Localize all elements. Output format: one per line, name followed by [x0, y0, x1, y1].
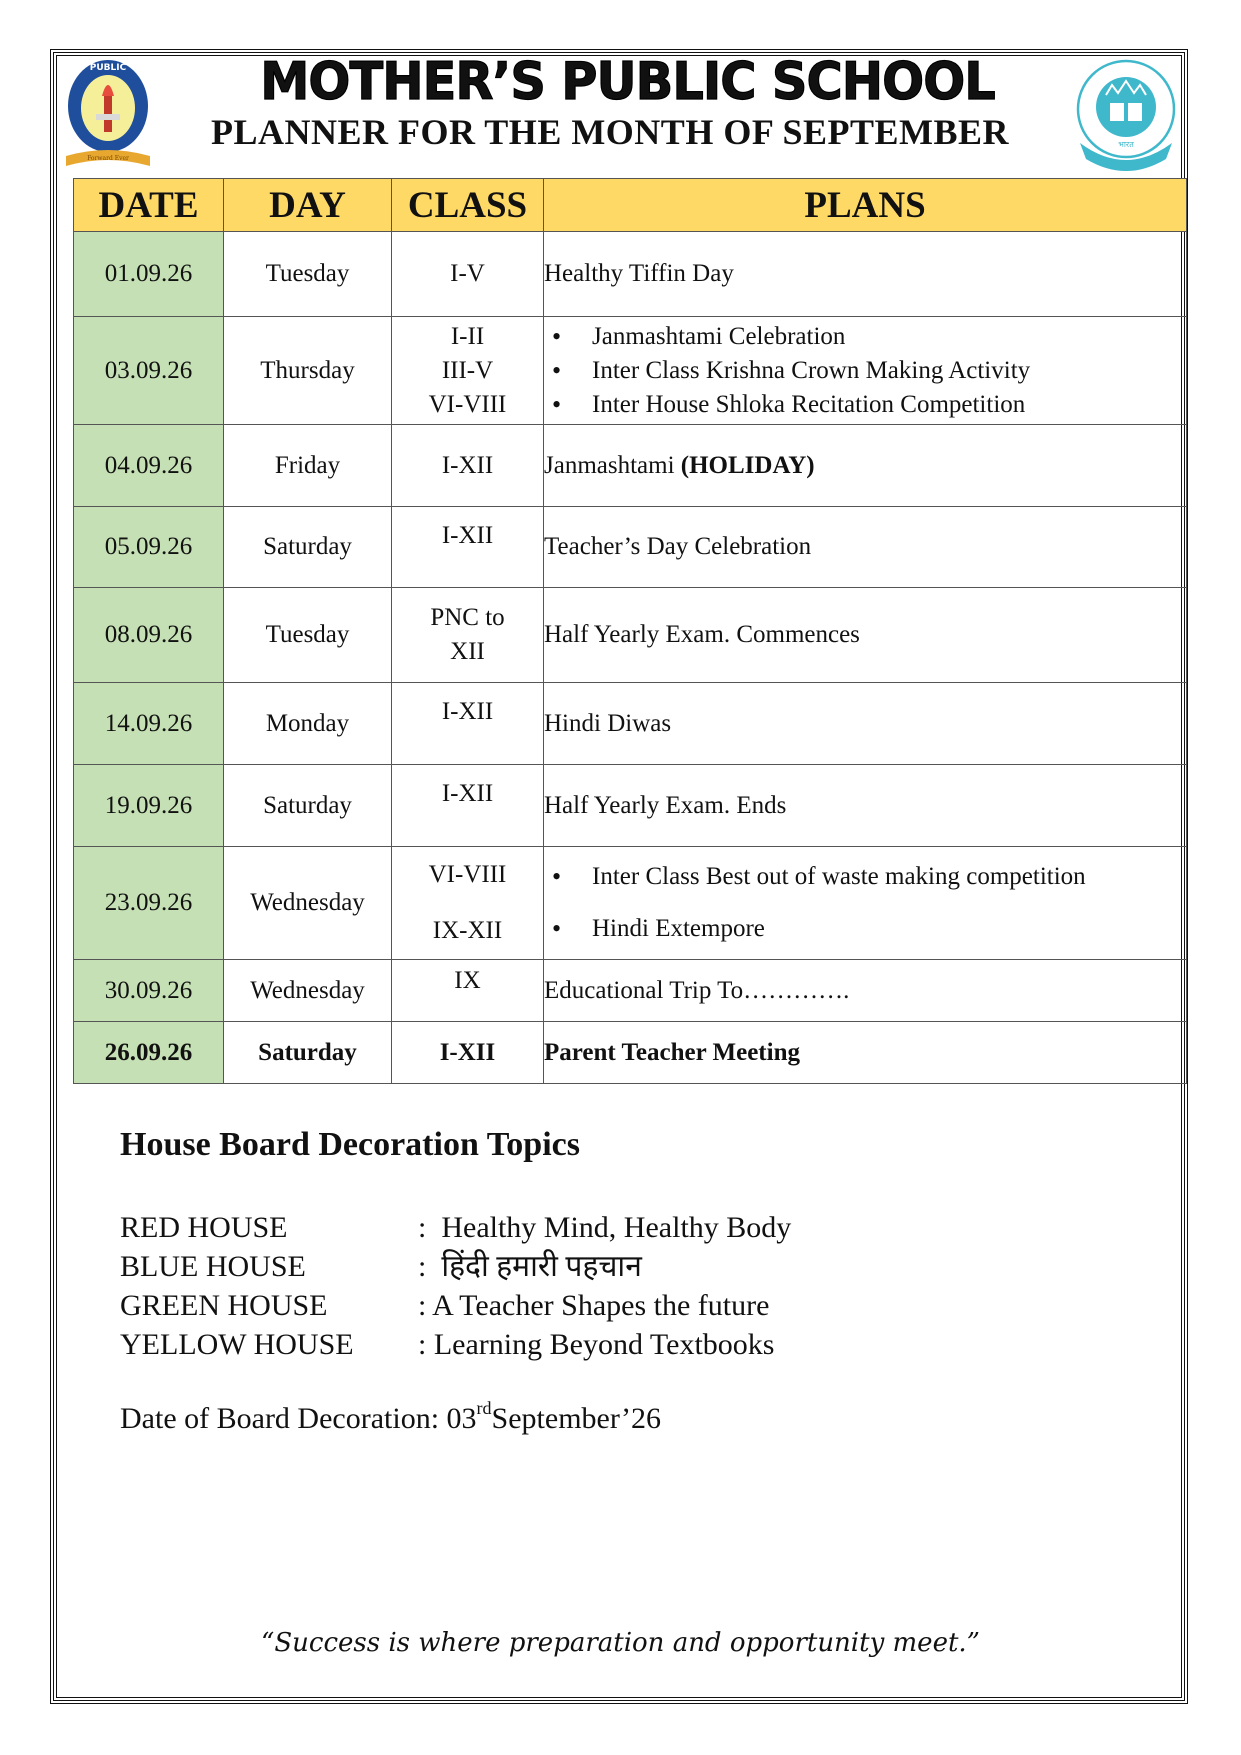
table-row [74, 683, 1187, 765]
plans-cell: Healthy Tiffin Day [544, 232, 1187, 317]
class-value: XII [450, 638, 485, 665]
day-cell: Tuesday [224, 232, 392, 317]
plans-cell [544, 317, 1187, 425]
date-cell: 05.09.26 [74, 507, 224, 588]
plan-item: • Hindi Extempore [544, 903, 1186, 955]
class-cell: I-XII [392, 425, 544, 507]
planner-table [73, 178, 1187, 1084]
class-cell: I-XII [392, 507, 544, 588]
class-cell: IX [392, 960, 544, 1022]
plans-cell: Teacher’s Day Celebration [544, 507, 1187, 588]
day-cell: Friday [224, 425, 392, 507]
date-cell: 14.09.26 [74, 683, 224, 765]
plan-list [544, 851, 1186, 955]
plan-list [544, 320, 1186, 422]
house-row-blue [120, 1247, 791, 1286]
class-value: VI-VIII [428, 390, 507, 418]
plans-cell: Half Yearly Exam. Ends [544, 765, 1187, 847]
plan-item: • Inter House Shloka Recitation Competition [544, 388, 1186, 422]
column-header-day: DAY [224, 179, 392, 232]
plan-item: • Janmashtami Celebration [544, 320, 1186, 354]
day-cell: Wednesday [224, 847, 392, 960]
plan-item: • Inter Class Best out of waste making competition [544, 851, 1186, 903]
column-header-class: CLASS [392, 179, 544, 232]
house-board-heading: House Board Decoration Topics [120, 1126, 580, 1163]
cbse-emblem-icon [1070, 55, 1182, 175]
plans-cell: Parent Teacher Meeting [544, 1022, 1187, 1084]
table-row [74, 847, 1187, 960]
house-name: YELLOW HOUSE [120, 1328, 354, 1361]
plans-cell: Half Yearly Exam. Commences [544, 588, 1187, 683]
table-header-row [74, 179, 1187, 232]
table-row [74, 765, 1187, 847]
plans-cell: Hindi Diwas [544, 683, 1187, 765]
svg-text:Forward Ever: Forward Ever [87, 155, 129, 162]
class-value: VI-VIII [428, 861, 507, 888]
day-cell: Saturday [224, 1022, 392, 1084]
plan-item: • Inter Class Krishna Crown Making Activity [544, 354, 1186, 388]
day-cell: Thursday [224, 317, 392, 425]
date-cell: 19.09.26 [74, 765, 224, 847]
board-date-label: Date of Board Decoration: 03 [120, 1402, 477, 1435]
house-name: BLUE HOUSE [120, 1250, 306, 1283]
footer-quote: “Success is where preparation and opportunity meet.” [261, 1628, 980, 1658]
house-topic: : A Teacher Shapes the future [418, 1289, 770, 1322]
day-cell: Wednesday [224, 960, 392, 1022]
class-cell: I-V [392, 232, 544, 317]
date-cell: 03.09.26 [74, 317, 224, 425]
class-cell [392, 588, 544, 683]
school-name: MOTHER’S PUBLIC SCHOOL [260, 52, 995, 112]
house-row-red [120, 1208, 791, 1247]
table-row [74, 507, 1187, 588]
date-cell: 23.09.26 [74, 847, 224, 960]
table-row [74, 1022, 1187, 1084]
class-value: III-V [441, 356, 494, 384]
class-cell: I-XII [392, 683, 544, 765]
house-topic: : हिंदी हमारी पहचान [418, 1250, 642, 1283]
date-cell: 30.09.26 [74, 960, 224, 1022]
day-cell: Saturday [224, 765, 392, 847]
day-cell: Monday [224, 683, 392, 765]
date-cell: 26.09.26 [74, 1022, 224, 1084]
class-value: I-II [450, 322, 485, 350]
house-topic: : Healthy Mind, Healthy Body [418, 1211, 792, 1244]
class-value: IX-XII [432, 917, 503, 944]
column-header-date: DATE [74, 179, 224, 232]
column-header-plans: PLANS [544, 179, 1187, 232]
class-cell [392, 847, 544, 960]
house-row-yellow [120, 1325, 791, 1364]
table-row [74, 317, 1187, 425]
plan-text: Janmashtami [544, 451, 681, 479]
class-cell [392, 317, 544, 425]
day-cell: Saturday [224, 507, 392, 588]
ordinal-suffix: rd [476, 1398, 492, 1418]
plans-cell [544, 425, 1187, 507]
table-row [74, 588, 1187, 683]
svg-text:भारत: भारत [1118, 140, 1134, 149]
date-cell: 01.09.26 [74, 232, 224, 317]
class-cell: I-XII [392, 1022, 544, 1084]
day-cell: Tuesday [224, 588, 392, 683]
date-cell: 08.09.26 [74, 588, 224, 683]
plans-cell: Educational Trip To…………. [544, 960, 1187, 1022]
house-row-green [120, 1286, 791, 1325]
date-cell: 04.09.26 [74, 425, 224, 507]
board-decoration-date [120, 1398, 661, 1436]
table-row [74, 232, 1187, 317]
school-crest-icon [58, 56, 158, 172]
house-name: GREEN HOUSE [120, 1289, 328, 1322]
table-row [74, 960, 1187, 1022]
house-name: RED HOUSE [120, 1211, 288, 1244]
plans-cell [544, 847, 1187, 960]
holiday-label: (HOLIDAY) [680, 451, 815, 479]
house-topic-list [120, 1208, 791, 1364]
class-value: PNC to [430, 604, 505, 631]
house-topic: : Learning Beyond Textbooks [418, 1328, 775, 1361]
table-row [74, 425, 1187, 507]
board-date-month: September’26 [491, 1402, 661, 1435]
svg-text:PUBLIC: PUBLIC [89, 63, 127, 73]
planner-title: PLANNER FOR THE MONTH OF SEPTEMBER [210, 112, 1010, 152]
class-cell: I-XII [392, 765, 544, 847]
